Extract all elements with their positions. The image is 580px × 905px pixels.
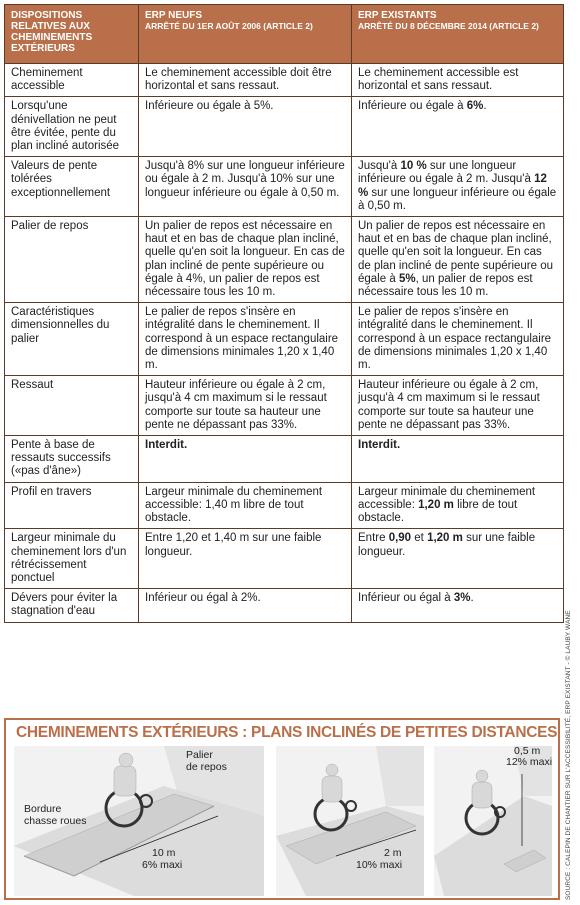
cell-erp-existants [352, 157, 564, 217]
cell-erp-neufs: Jusqu'à 8% sur une longueur inférieure ou égale à 2 m. Jusqu'à 10% sur une longueur inférieure ou égale à 0,50 m. [139, 157, 352, 217]
ramp-illustration-2 [276, 746, 424, 896]
text-fragment: Largeur minimale du cheminement accessible: [358, 485, 536, 511]
label-2m: 2 m [384, 847, 402, 859]
table-row [5, 64, 564, 97]
cell-erp-neufs: Le cheminement accessible doit être horizontal et sans ressaut. [139, 64, 352, 97]
header-dispositions: DISPOSITIONS RELATIVES AUX CHEMINEMENTS EXTÉRIEURS [5, 5, 139, 64]
bold-value: 10 % [400, 160, 427, 173]
header-erp-existants: ERP EXISTANTS ARRÊTÉ DU 8 DÉCEMBRE 2014 (ARTICLE 2) [352, 5, 564, 64]
text-fragment: libre de tout obstacle. [358, 498, 518, 525]
label-de-repos: de repos [186, 761, 227, 773]
text-fragment: sur une longueur inférieure ou égale à 2 m. Jusqu'à [358, 160, 535, 186]
cell-erp-existants: Interdit. [352, 436, 564, 483]
cell-erp-neufs: Inférieure ou égale à 5%. [139, 97, 352, 157]
cell-erp-neufs: Le palier de repos s'insère en intégralité dans le cheminement. Il correspond à un espace rectangulaire de dimensions minimales 1,20 x 1,40 m. [139, 303, 352, 376]
table-row [5, 217, 564, 303]
text-fragment: Entre [358, 532, 389, 545]
row-label: Cheminement accessible [5, 64, 139, 97]
table-row [5, 157, 564, 217]
cell-erp-neufs: Un palier de repos est nécessaire en haut et en bas de chaque plan incliné, quelle qu'en soit la longueur. En cas de plan incliné de pente supérieure ou égale à 4%, un palier de repos est nécessaire tous les 10 m. [139, 217, 352, 303]
bold-value: 6% [466, 100, 484, 113]
cell-erp-neufs: Interdit. [139, 436, 352, 483]
bold-value: 5% [398, 272, 416, 285]
text-fragment: sur une longueur inférieure ou égale à 0,50 m. [358, 186, 557, 212]
cell-erp-existants: Le palier de repos s'insère en intégralité dans le cheminement. Il correspond à un espace rectangulaire de dimensions minimales 1,20 x 1,40 m. [352, 303, 564, 376]
text-fragment: , un palier de repos est nécessaire tous les 10 m. [358, 272, 533, 299]
cell-erp-neufs: Largeur minimale du cheminement accessible: 1,40 m libre de tout obstacle. [139, 482, 352, 529]
image-credit: SOURCE : CALEPIN DE CHANTIER SUR L'ACCESSIBILITÉ, ERP EXISTANT - © LAUBY WANE [565, 610, 572, 900]
text-fragment: . [483, 100, 487, 113]
cell-erp-existants [352, 97, 564, 157]
cell-erp-neufs: Entre 1,20 et 1,40 m sur une faible longueur. [139, 529, 352, 589]
header-erp-neufs: ERP NEUFS ARRÊTÉ DU 1ER AOÛT 2006 (ARTICLE 2) [139, 5, 352, 64]
bold-value: 1,20 m [418, 498, 454, 511]
bold-value: 1,20 m [427, 532, 463, 545]
text-fragment: et [411, 532, 428, 545]
text-fragment: Jusqu'à [358, 160, 401, 173]
table-row [5, 529, 564, 589]
label-0-5m: 0,5 m [514, 745, 541, 757]
row-label: Lorsqu'une dénivellation ne peut être évitée, pente du plan incliné autorisée [5, 97, 139, 157]
text-fragment: Inférieur ou égal à [358, 592, 454, 605]
row-label: Valeurs de pente tolérées exceptionnellement [5, 157, 139, 217]
label-10pct: 10% maxi [356, 859, 403, 871]
regulation-table [4, 4, 564, 623]
label-6pct: 6% maxi [142, 859, 183, 871]
bold-value: 0,90 [388, 532, 412, 545]
label-chasse-roues: chasse roues [24, 815, 87, 827]
bold-value: 12 % [358, 173, 547, 199]
table-row [5, 589, 564, 622]
cell-erp-neufs: Inférieur ou égal à 2%. [139, 589, 352, 622]
table-row [5, 482, 564, 529]
cell-erp-neufs: Hauteur inférieure ou égale à 2 cm, jusqu'à 4 cm maximum si le ressaut comporte sur toute sa hauteur une pente ne dépassant pas 33%. [139, 376, 352, 436]
row-label: Ressaut [5, 376, 139, 436]
text-fragment: sur une faible longueur. [358, 532, 536, 558]
table-row [5, 303, 564, 376]
panel-title: CHEMINEMENTS EXTÉRIEURS : PLANS INCLINÉS DE PETITES DISTANCES [16, 724, 558, 741]
text-fragment: Un palier de repos est nécessaire en haut et en bas de chaque plan incliné, quelle qu'en soit la longueur. En cas de plan incliné de pente supérieure ou égale à [358, 220, 554, 285]
label-palier: Palier [186, 749, 213, 761]
table-header-row [5, 5, 564, 64]
label-12pct: 12% maxi [506, 756, 553, 768]
table-row [5, 436, 564, 483]
row-label: Caractéristiques dimensionnelles du palier [5, 303, 139, 376]
cell-erp-existants [352, 482, 564, 529]
label-bordure: Bordure [24, 803, 62, 815]
table-row [5, 376, 564, 436]
text-fragment: Inférieure ou égale à [358, 100, 467, 113]
ramp-illustration-3 [434, 746, 552, 896]
row-label: Dévers pour éviter la stagnation d'eau [5, 589, 139, 622]
label-10m: 10 m [152, 847, 176, 859]
table-row [5, 97, 564, 157]
row-label: Palier de repos [5, 217, 139, 303]
cell-erp-existants: Le cheminement accessible est horizontal et sans ressaut. [352, 64, 564, 97]
row-label: Largeur minimale du cheminement lors d'un rétrécissement ponctuel [5, 529, 139, 589]
row-label: Profil en travers [5, 482, 139, 529]
cell-erp-existants [352, 589, 564, 622]
cell-erp-existants [352, 217, 564, 303]
bold-value: 3% [453, 592, 471, 605]
cell-erp-existants [352, 529, 564, 589]
illustration-panel [4, 718, 560, 900]
row-label: Pente à base de ressauts successifs («pas d'âne») [5, 436, 139, 483]
cell-erp-existants: Hauteur inférieure ou égale à 2 cm, jusqu'à 4 cm maximum si le ressaut comporte sur toute sa hauteur une pente ne dépassant pas 33%. [352, 376, 564, 436]
text-fragment: . [470, 592, 474, 605]
